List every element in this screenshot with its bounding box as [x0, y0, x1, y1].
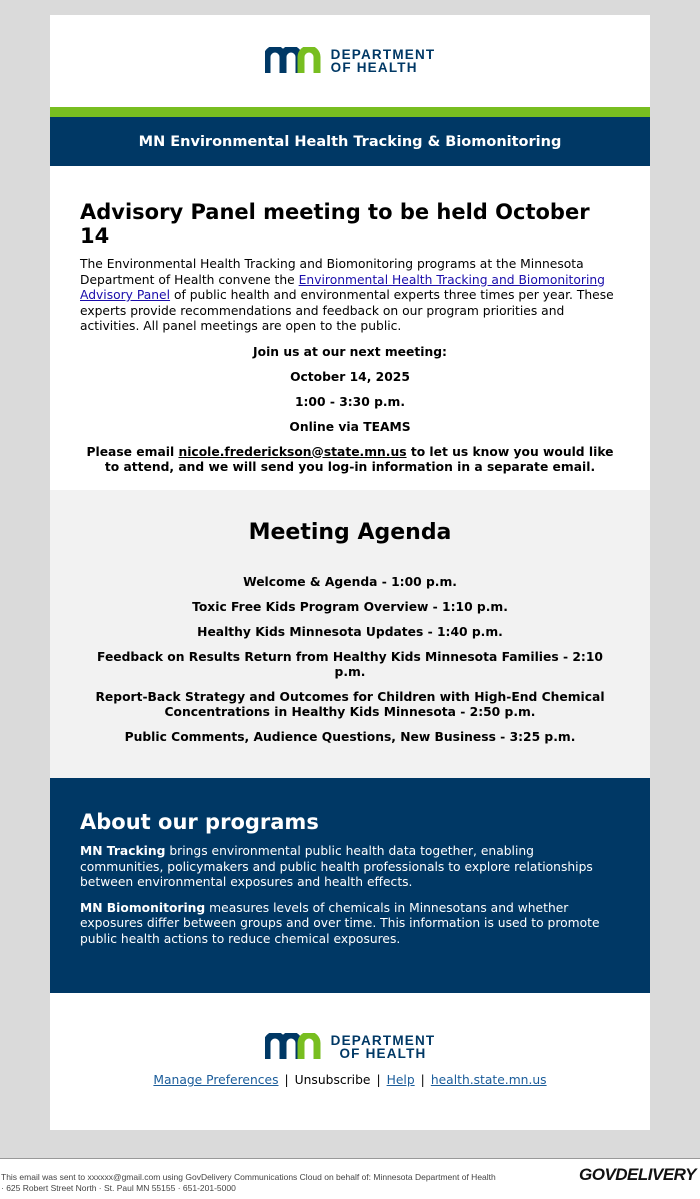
separator: |	[420, 1073, 425, 1087]
intro-paragraph	[80, 257, 620, 335]
intro-section	[50, 166, 650, 490]
mn-logo-icon	[265, 47, 325, 75]
join-text: Join us at our next meeting:	[253, 344, 447, 359]
intro-text: The Environmental Health Tracking and Biomonitoring programs at the Minnesota Department of Health convene the	[80, 257, 584, 287]
unsubscribe-link[interactable]: Unsubscribe	[294, 1073, 371, 1087]
agenda-item: Toxic Free Kids Program Overview - 1:10 p.m.	[192, 600, 508, 614]
agenda-item: Welcome & Agenda - 1:00 p.m.	[243, 575, 457, 589]
about-title: About our programs	[80, 810, 319, 834]
banner-title: MN Environmental Health Tracking & Biomonitoring	[50, 117, 650, 166]
agenda-item: Feedback on Results Return from Healthy Kids Minnesota Families - 2:10 p.m.	[97, 650, 603, 679]
manage-preferences-link[interactable]: Manage Preferences	[153, 1073, 279, 1087]
about-tracking	[80, 844, 620, 891]
logo-line2: OF HEALTH	[330, 60, 418, 75]
logo-line2: OF HEALTH	[339, 1046, 427, 1061]
agenda-section	[50, 490, 650, 778]
tracking-label: MN Tracking	[80, 844, 166, 858]
meeting-location: Online via TEAMS	[289, 419, 411, 434]
green-bar	[50, 107, 650, 117]
sent-to-text: This email was sent to xxxxxx@gmail.com using GovDelivery Communications Cloud on behalf of: Minnesota Department of Health	[1, 1172, 496, 1182]
email-link[interactable]: nicole.frederickson@state.mn.us	[178, 444, 407, 459]
logo-line1: DEPARTMENT	[330, 1033, 436, 1048]
footer-links	[50, 1073, 650, 1087]
address-text: · 625 Robert Street North · St. Paul MN 55155 · 651-201-5000	[1, 1183, 236, 1193]
email-after: to let us know you would like to attend, and we will send you log-in information in a separate email.	[104, 444, 614, 474]
about-biomonitoring	[80, 901, 620, 948]
website-link[interactable]: health.state.mn.us	[430, 1073, 547, 1087]
agenda-item: Report-Back Strategy and Outcomes for Children with High-End Chemical Concentrations in Healthy Kids Minnesota - 2:50 p.m.	[95, 690, 605, 719]
agenda-item: Healthy Kids Minnesota Updates - 1:40 p.m.	[197, 625, 503, 639]
biomonitoring-label: MN Biomonitoring	[80, 900, 206, 915]
meeting-date: October 14, 2025	[290, 369, 410, 384]
biomonitoring-text: measures levels of chemicals in Minnesotans and whether exposures differ between groups and over time. This information is used to promote public health actions to reduce chemical exposures.	[80, 900, 600, 946]
help-link[interactable]: Help	[386, 1073, 415, 1087]
govdelivery-footer	[0, 1158, 700, 1199]
separator: |	[284, 1073, 289, 1087]
footer	[50, 993, 650, 1130]
email-before: Please email	[86, 444, 179, 459]
meeting-time: 1:00 - 3:30 p.m.	[294, 394, 406, 409]
intro-title: Advisory Panel meeting to be held October 14	[80, 200, 590, 248]
email-card	[50, 15, 650, 1130]
agenda-title: Meeting Agenda	[248, 520, 452, 545]
govdelivery-logo[interactable]: GOVDELIVERY	[579, 1165, 696, 1184]
tracking-text: brings environmental public health data together, enabling communities, policymakers and public health professionals to explore relationships between environmental exposures and health effects.	[80, 844, 593, 889]
logo-line1: DEPARTMENT	[330, 47, 436, 62]
email-instructions	[80, 445, 620, 475]
advisory-panel-link[interactable]: Environmental Health Tracking and Biomonitoring Advisory Panel	[80, 272, 605, 302]
mn-logo-icon	[265, 1033, 325, 1061]
separator: |	[376, 1073, 381, 1087]
header-logo	[50, 15, 650, 107]
about-section	[50, 778, 650, 993]
agenda-item: Public Comments, Audience Questions, New Business - 3:25 p.m.	[124, 730, 576, 744]
intro-text-end: of public health and environmental experts three times per year. These experts provide recommendations and feedback on our program priorities and activities. All panel meetings are open to the public.	[80, 288, 614, 333]
